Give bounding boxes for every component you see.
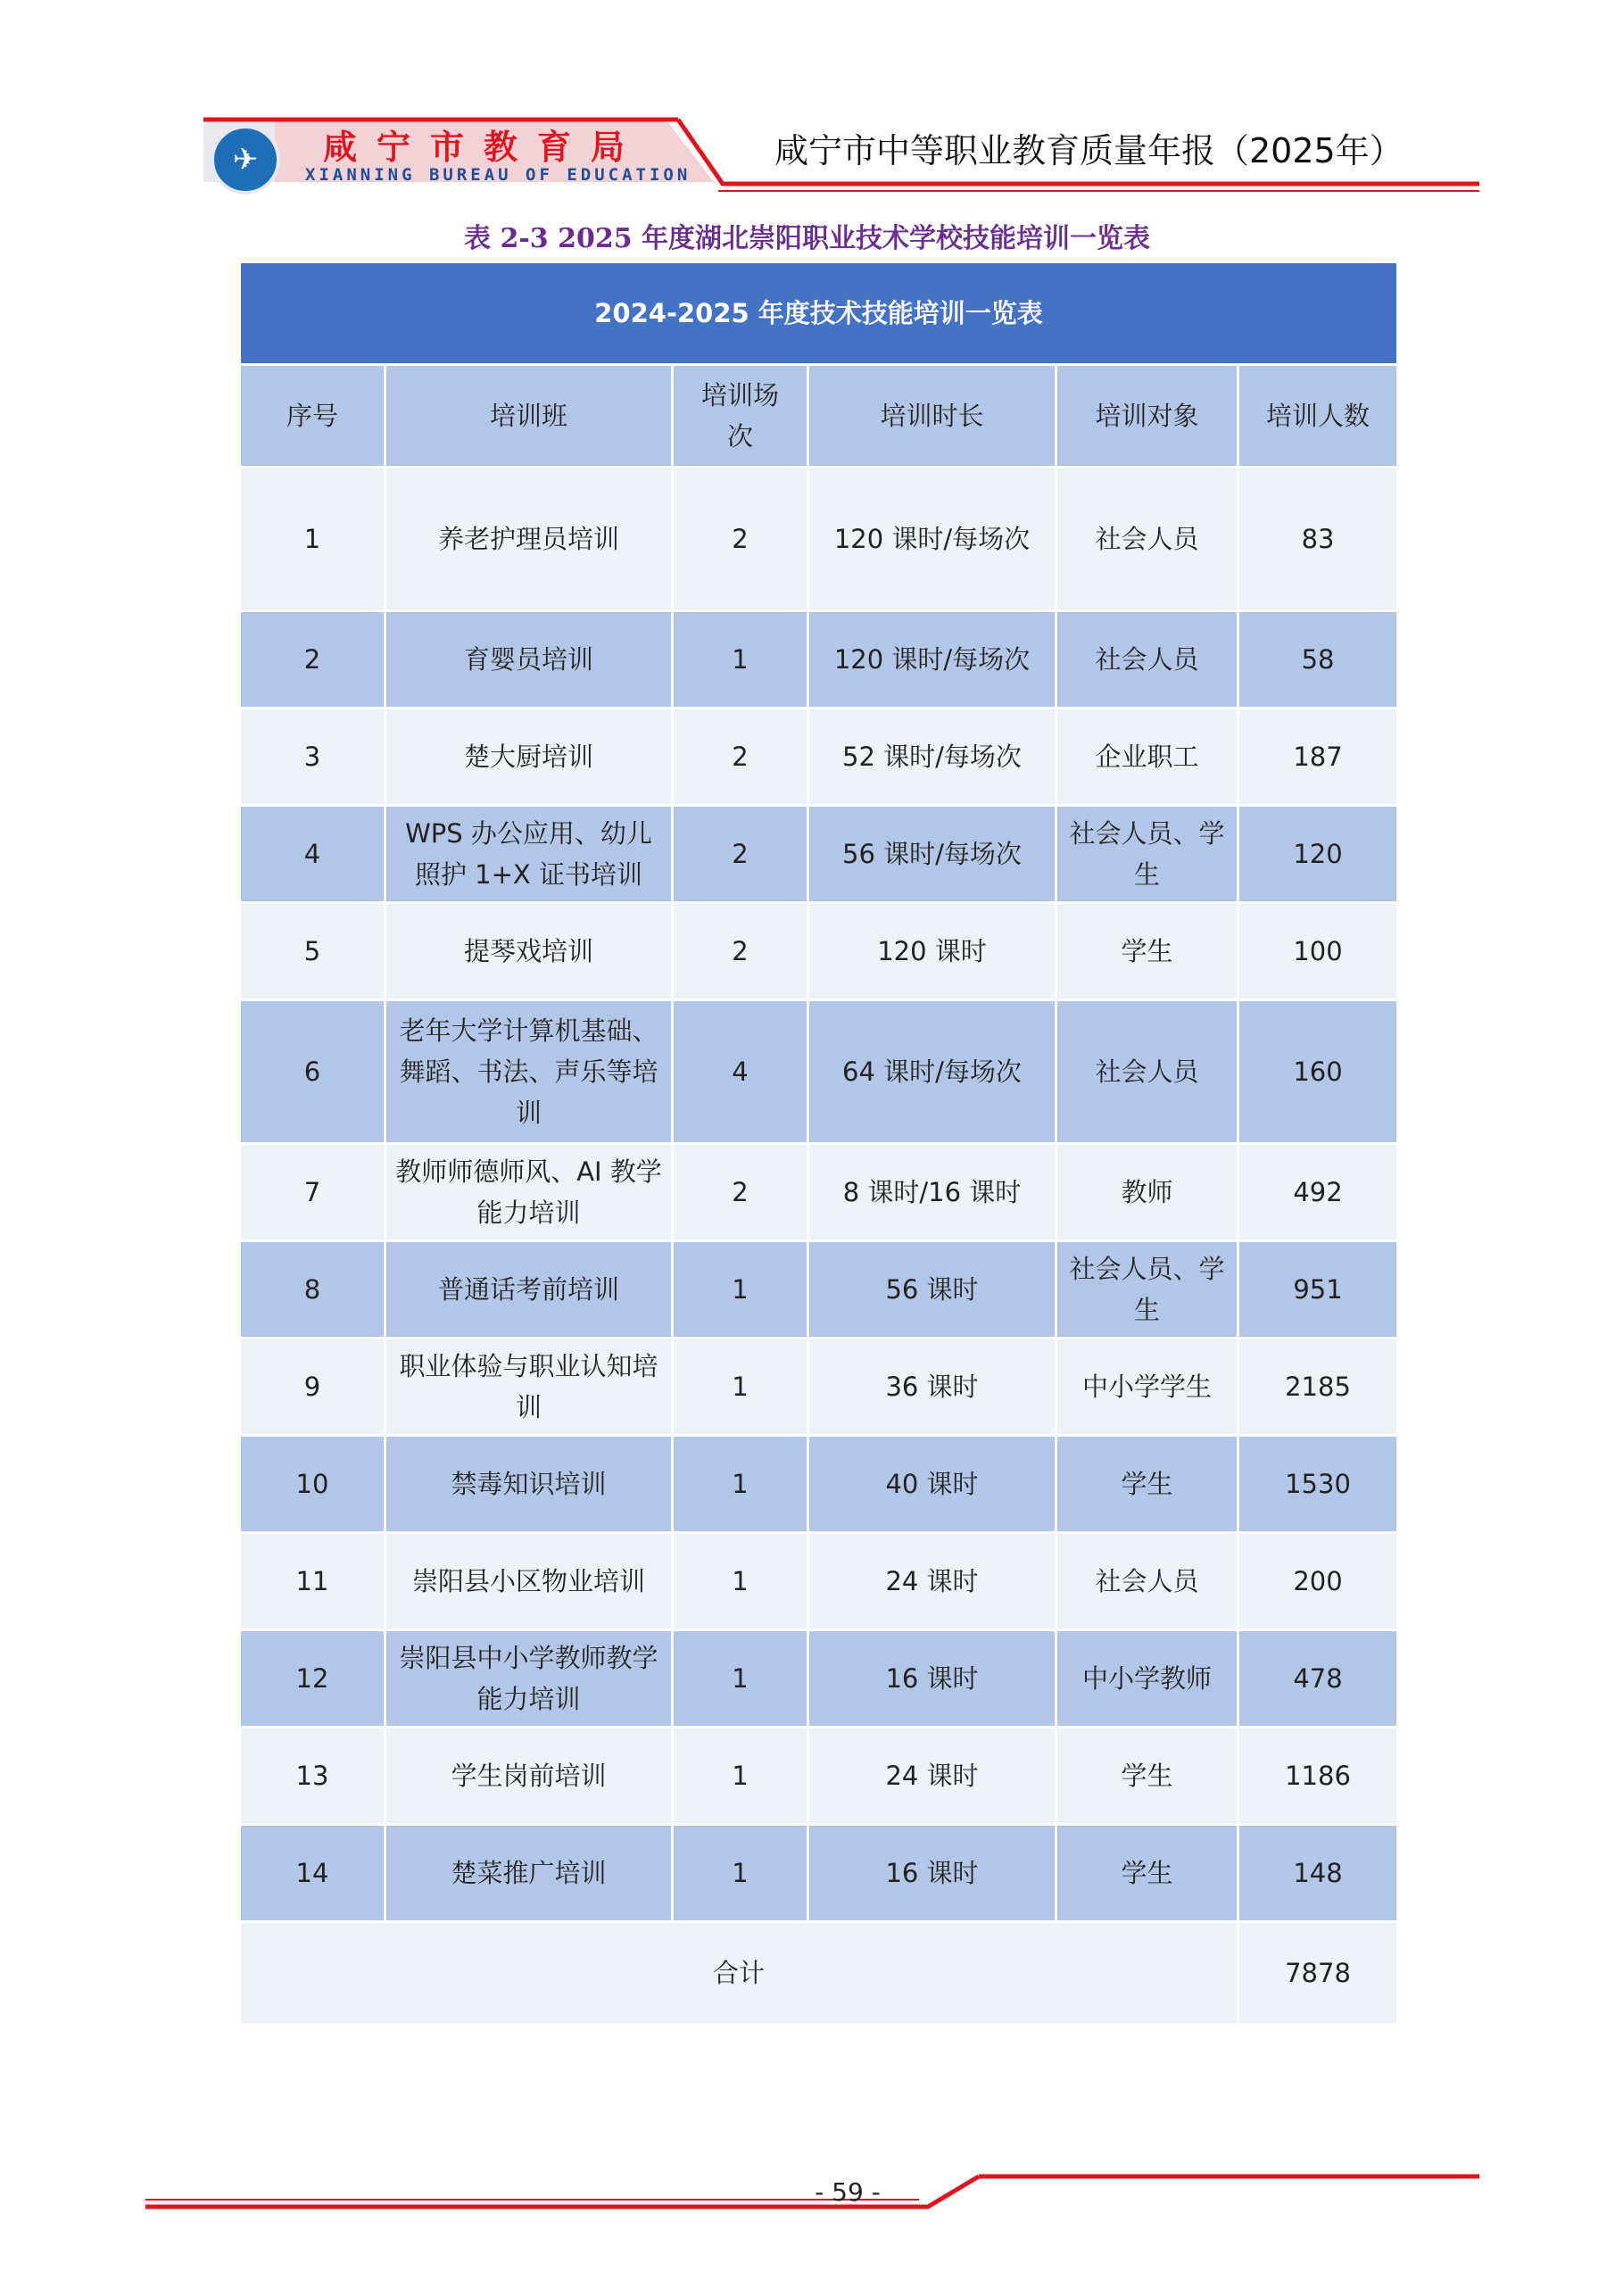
duration: 120 课时/每场次 (808, 611, 1056, 709)
course-name: 禁毒知识培训 (385, 1436, 673, 1533)
session-count: 2 (673, 468, 808, 611)
course-name: 普通话考前培训 (385, 1241, 673, 1339)
target-group: 社会人员、学生 (1056, 806, 1238, 903)
session-count: 4 (673, 1000, 808, 1144)
target-group: 教师 (1056, 1144, 1238, 1241)
row-number: 4 (240, 806, 385, 903)
column-header-duration: 培训时长 (808, 365, 1056, 468)
participant-count: 187 (1238, 709, 1398, 806)
table-header-row (240, 365, 1398, 468)
training-table (238, 261, 1399, 2026)
target-group: 社会人员 (1056, 611, 1238, 709)
row-number: 9 (240, 1339, 385, 1436)
table-row (240, 1241, 1398, 1339)
table-row (240, 1144, 1398, 1241)
course-name: 育婴员培训 (385, 611, 673, 709)
participant-count: 83 (1238, 468, 1398, 611)
row-number: 6 (240, 1000, 385, 1144)
row-number: 8 (240, 1241, 385, 1339)
participant-count: 200 (1238, 1533, 1398, 1630)
row-number: 1 (240, 468, 385, 611)
target-group: 社会人员 (1056, 1533, 1238, 1630)
table-caption: 表 2-3 2025 年度湖北崇阳职业技术学校技能培训一览表 (464, 223, 1151, 254)
duration: 24 课时 (808, 1533, 1056, 1630)
column-header-course: 培训班 (385, 365, 673, 468)
course-name: 老年大学计算机基础、舞蹈、书法、声乐等培训 (385, 1000, 673, 1144)
target-group: 社会人员 (1056, 468, 1238, 611)
table-row (240, 1728, 1398, 1825)
course-name: WPS 办公应用、幼儿照护 1+X 证书培训 (385, 806, 673, 903)
participant-count: 58 (1238, 611, 1398, 709)
target-group: 学生 (1056, 1728, 1238, 1825)
table-row (240, 903, 1398, 1000)
session-count: 2 (673, 806, 808, 903)
table-row (240, 1339, 1398, 1436)
report-title: 咸宁市中等职业教育质量年报（2025年） (774, 131, 1404, 170)
table-row (240, 1000, 1398, 1144)
duration: 40 课时 (808, 1436, 1056, 1533)
participant-count: 100 (1238, 903, 1398, 1000)
course-name: 崇阳县小区物业培训 (385, 1533, 673, 1630)
session-count: 1 (673, 1241, 808, 1339)
duration: 120 课时/每场次 (808, 468, 1056, 611)
page-number: - 59 - (815, 2177, 881, 2207)
page-header (0, 0, 1623, 205)
session-count: 1 (673, 1728, 808, 1825)
total-label: 合计 (240, 1922, 1238, 2025)
duration: 64 课时/每场次 (808, 1000, 1056, 1144)
total-value: 7878 (1238, 1922, 1398, 2025)
logo-icon: ✈ (232, 142, 259, 178)
table-row (240, 1436, 1398, 1533)
target-group: 社会人员 (1056, 1000, 1238, 1144)
duration: 52 课时/每场次 (808, 709, 1056, 806)
row-number: 13 (240, 1728, 385, 1825)
duration: 8 课时/16 课时 (808, 1144, 1056, 1241)
bureau-logo (211, 125, 280, 195)
table-row (240, 611, 1398, 709)
course-name: 楚菜推广培训 (385, 1825, 673, 1922)
brand-name-en: XIANNING BUREAU OF EDUCATION (305, 165, 691, 185)
target-group: 学生 (1056, 903, 1238, 1000)
participant-count: 951 (1238, 1241, 1398, 1339)
duration: 36 课时 (808, 1339, 1056, 1436)
target-group: 社会人员、学生 (1056, 1241, 1238, 1339)
table-row (240, 1533, 1398, 1630)
participant-count: 160 (1238, 1000, 1398, 1144)
session-count: 1 (673, 1825, 808, 1922)
participant-count: 492 (1238, 1144, 1398, 1241)
table-row (240, 1825, 1398, 1922)
brand-name-cn: 咸宁市教育局 (323, 127, 645, 167)
table-banner: 2024-2025 年度技术技能培训一览表 (240, 262, 1398, 365)
participant-count: 1530 (1238, 1436, 1398, 1533)
row-number: 3 (240, 709, 385, 806)
session-count: 1 (673, 1533, 808, 1630)
target-group: 中小学学生 (1056, 1339, 1238, 1436)
row-number: 5 (240, 903, 385, 1000)
session-count: 1 (673, 611, 808, 709)
participant-count: 478 (1238, 1630, 1398, 1728)
target-group: 企业职工 (1056, 709, 1238, 806)
table-row (240, 1630, 1398, 1728)
table-row (240, 806, 1398, 903)
target-group: 中小学教师 (1056, 1630, 1238, 1728)
session-count: 1 (673, 1339, 808, 1436)
course-name: 学生岗前培训 (385, 1728, 673, 1825)
duration: 24 课时 (808, 1728, 1056, 1825)
participant-count: 2185 (1238, 1339, 1398, 1436)
column-header-target: 培训对象 (1056, 365, 1238, 468)
table-total-row (240, 1922, 1398, 2025)
duration: 56 课时/每场次 (808, 806, 1056, 903)
course-name: 教师师德师风、AI 教学能力培训 (385, 1144, 673, 1241)
duration: 120 课时 (808, 903, 1056, 1000)
session-count: 1 (673, 1436, 808, 1533)
duration: 16 课时 (808, 1630, 1056, 1728)
session-count: 2 (673, 1144, 808, 1241)
table-banner-row (240, 262, 1398, 365)
table-row (240, 468, 1398, 611)
row-number: 11 (240, 1533, 385, 1630)
column-header-no: 序号 (240, 365, 385, 468)
row-number: 7 (240, 1144, 385, 1241)
row-number: 10 (240, 1436, 385, 1533)
course-name: 养老护理员培训 (385, 468, 673, 611)
participant-count: 148 (1238, 1825, 1398, 1922)
column-header-sessions: 培训场次 (673, 365, 808, 468)
duration: 16 课时 (808, 1825, 1056, 1922)
course-name: 楚大厨培训 (385, 709, 673, 806)
target-group: 学生 (1056, 1825, 1238, 1922)
row-number: 12 (240, 1630, 385, 1728)
target-group: 学生 (1056, 1436, 1238, 1533)
row-number: 14 (240, 1825, 385, 1922)
session-count: 2 (673, 903, 808, 1000)
column-header-count: 培训人数 (1238, 365, 1398, 468)
row-number: 2 (240, 611, 385, 709)
participant-count: 1186 (1238, 1728, 1398, 1825)
course-name: 提琴戏培训 (385, 903, 673, 1000)
duration: 56 课时 (808, 1241, 1056, 1339)
session-count: 2 (673, 709, 808, 806)
session-count: 1 (673, 1630, 808, 1728)
table-row (240, 709, 1398, 806)
participant-count: 120 (1238, 806, 1398, 903)
course-name: 职业体验与职业认知培训 (385, 1339, 673, 1436)
course-name: 崇阳县中小学教师教学能力培训 (385, 1630, 673, 1728)
